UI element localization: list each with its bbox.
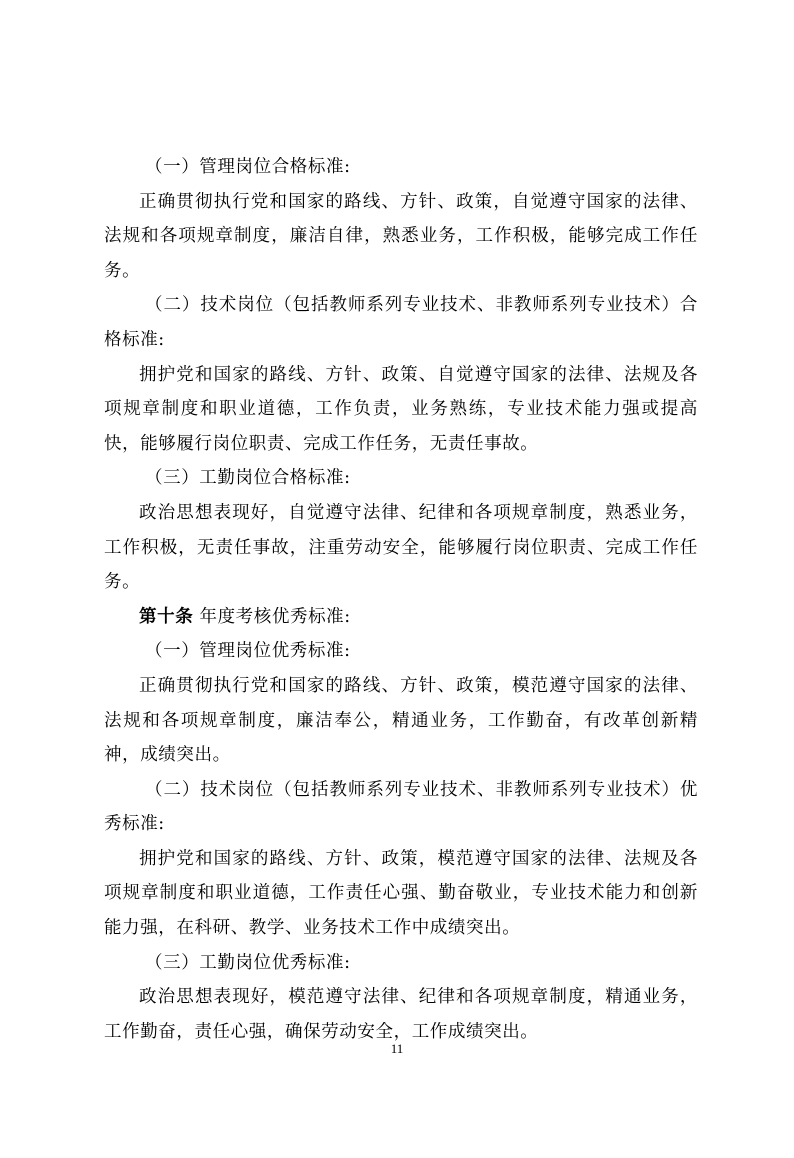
article-ten-title: 年度考核优秀标准: xyxy=(193,606,351,627)
article-ten xyxy=(104,600,698,635)
body-technical-qualified: 拥护党和国家的路线、方针、政策、自觉遵守国家的法律、法规及各项规章制度和职业道德，工作负责，业务熟练，专业技术能力强或提高快，能够履行岗位职责、完成工作任务，无责任事故。 xyxy=(104,364,698,454)
subheading-management-qualified: （一）管理岗位合格标准: xyxy=(145,157,351,177)
body-management-qualified: 正确贯彻执行党和国家的路线、方针、政策，自觉遵守国家的法律、法规和各项规章制度，廉洁自律，熟悉业务，工作积极，能够完成工作任务。 xyxy=(104,191,698,281)
body-service-excellent: 政治思想表现好，模范遵守法律、纪律和各项规章制度，精通业务，工作勤奋，责任心强，确保劳动安全，工作成绩突出。 xyxy=(104,987,698,1042)
page-number: 11 xyxy=(390,1041,404,1056)
subheading-technical-excellent: （二）技术岗位（包括教师系列专业技术、非教师系列专业技术）优秀标准: xyxy=(104,779,698,835)
subheading-service-qualified: （三）工勤岗位合格标准: xyxy=(145,468,351,489)
subheading-service-excellent: （三）工勤岗位优秀标准: xyxy=(145,952,351,973)
body-service-qualified: 政治思想表现好，自觉遵守法律、纪律和各项规章制度，熟悉业务，工作积极，无责任事故，注重劳动安全，能够履行岗位职责、完成工作任务。 xyxy=(104,502,698,593)
subheading-management-excellent: （一）管理岗位优秀标准: xyxy=(145,641,351,662)
document-body xyxy=(104,150,698,1049)
article-ten-heading: 第十条 xyxy=(139,606,194,627)
body-technical-excellent: 拥护党和国家的路线、方针、政策，模范遵守国家的法律、法规及各项规章制度和职业道德，工作责任心强、勤奋敬业，专业技术能力和创新能力强，在科研、教学、业务技术工作中成绩突出。 xyxy=(104,848,698,939)
body-management-excellent: 正确贯彻执行党和国家的路线、方针、政策，模范遵守国家的法律、法规和各项规章制度，廉洁奉公，精通业务，工作勤奋，有改革创新精神，成绩突出。 xyxy=(104,675,698,766)
subheading-technical-qualified: （二）技术岗位（包括教师系列专业技术、非教师系列专业技术）合格标准: xyxy=(104,295,698,350)
